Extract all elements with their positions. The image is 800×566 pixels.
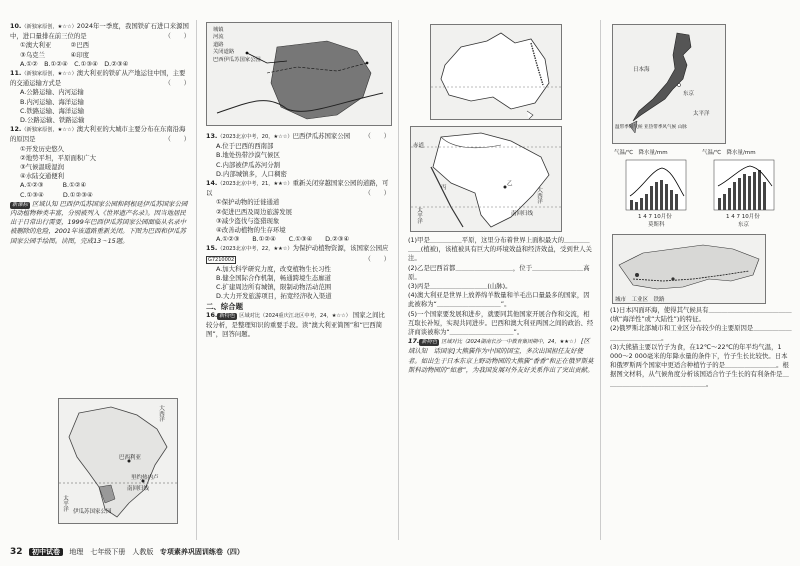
tokyo-label: 东京 <box>738 222 750 228</box>
australia-map-svg <box>431 25 561 119</box>
q17-part-1: (1)日本四面环海，使得其气候具有＿＿＿＿＿＿＿＿＿＿＿＿＿(填“海洋性”或“大陆性”)的特征。 <box>610 306 792 324</box>
page-footer <box>10 547 244 557</box>
map-label: 里约热内卢 <box>131 475 159 481</box>
russia-map-svg <box>613 235 765 303</box>
new-feature-tag: 新特色 <box>421 339 438 346</box>
moscow-label: 莫斯科 <box>648 222 665 228</box>
map-label: 丙 <box>441 185 447 191</box>
q16-part-3: (3)丙是＿＿＿＿＿＿＿＿＿(山脉)。 <box>408 282 512 291</box>
iguazu-park-map <box>206 22 392 126</box>
map-label: 太平洋 <box>693 111 710 117</box>
column-divider <box>196 20 197 540</box>
subject-label: 地理 七年级下册 人教版 <box>69 548 154 556</box>
question-17: 17. 新特色 区域对比（2024湖南长沙一中教育集团期中，24，★★☆） [区域认知 话国家]大熊猫作为中国的国宝，多次出国担任友好使者。如出生于日本东京上野动物园的大熊猫“香香”和正在俄罗斯莫斯科动物园的“如意”，为我国发展对外友好关系作出了突出贡献。 <box>408 337 594 374</box>
column-2: 13.（2023北京中考，20，★☆☆）巴西伊瓜苏国家公园 （ ） A.位于巴西的西南部 B.地处热带沙漠气候区 C.内部被伊瓜苏河分割 D.内部城镇多，人口稠密 14.（2023北京中考，21，★★☆）重新关闭穿越国家公园的道路，可以 （ ） ①保护动物的迁徙通道 ②促进巴西及周边旅游发展 ③减少盗伐与盗猎现象 ④改善动植物的生存环境 A.①②③ B.①②④ C.①③④ D.②③④ 15.（2023北京中考，22，★★☆）为保护动植物资源，该国家公园应 G7210002 （ ） A.加大科学研究力度，改变植物生长习性 B.健全国际合作机制，畅通跨境生态廊道 C.扩建周边所有城镇，限制动物活动范围 D.大力开发旅游项目，拓宽经济收入渠道 二、综合题 16. 新特色 区域对比（2024重庆江北区中考，24，★☆☆） 国家之间比较分析，是整理知识的重要手段。读“澳大利亚简图”和“巴西简图”，回答问题。 <box>206 132 390 339</box>
question-13: 13.（2023北京中考，20，★☆☆）巴西伊瓜苏国家公园 （ ） <box>206 132 390 140</box>
climate-charts <box>612 148 788 230</box>
map-label: 太平洋 <box>416 207 422 224</box>
russia-map <box>612 234 766 304</box>
map-label: 南回归线 <box>511 211 534 217</box>
australia-map <box>430 24 562 120</box>
map-label: 日本海 <box>633 67 650 73</box>
climate-chart-axis-title: 气温/℃ 降水量/mm <box>614 150 668 156</box>
map-label: 大西洋 <box>536 187 542 204</box>
q16-part-1: (1)甲是＿＿＿＿＿平原，这里分布着世界上面积最大的＿＿＿＿＿＿(植被)，该植被具有巨大的环境效益和经济效益，受到世人关注。 <box>408 236 592 263</box>
context-passage: 新课标 区域认知 巴西伊瓜苏国家公园和阿根廷伊瓜苏国家公园内动植物种类丰富，分别被列入《世界遗产名录》。因当地居民出于日常出行需要，1999年巴西伊瓜苏国家公园面临从名录中被删除的危险，2001年该道路重新关闭。下图为巴西和伊瓜苏国家公园手绘图。读图，完成13～15题。 <box>10 199 188 245</box>
q17-part-2: (2)俄罗斯北部城市和工业区分布较少的主要原因是＿＿＿＿＿＿＿＿＿＿＿＿＿＿。 <box>610 324 792 342</box>
question-16: 16. 新特色 区域对比（2024重庆江北区中考，24，★☆☆） 国家之间比较分析，是整理知识的重要手段。读“澳大利亚简图”和“巴西简图”，回答问题。 <box>206 310 385 339</box>
map-label: 东京 <box>683 91 695 97</box>
q16-part-5: (5)一个国家要发展和进步，就要同其他国家开展合作和交流，相互取长补短，实现共同进步。巴西和澳大利亚两国之间的政治、经济商谈被称为“＿＿＿＿＿＿＿＿＿＿”。 <box>408 309 594 337</box>
brazil-sketch-map <box>58 398 178 524</box>
q16-part-4: (4)澳大利亚是世界上放养绵羊数量和羊毛出口量最多的国家，因此被称为“＿＿＿＿＿＿＿＿＿＿”。 <box>408 291 590 309</box>
question-code: G7210002 <box>208 256 235 263</box>
brazil-map <box>410 126 562 232</box>
q17-part-3: (3)大熊猫主要以竹子为食，在12℃～22℃的年平均气温，1 000～2 000毫米的年降水量的条件下，竹子生长比较快。日本和俄罗斯两个国家中更适合种植竹子的是＿＿＿＿＿＿＿＿。根据图文材料，从气候角度分析该国适合竹子生长的有利条件是＿＿＿＿＿＿＿＿＿＿＿＿＿＿＿＿。 <box>610 342 789 388</box>
new-feature-tag: 新特色 <box>219 312 236 319</box>
column-divider <box>398 20 399 540</box>
japan-map-legend: 温带季风气候 亚热带季风气候 山脉 <box>615 125 687 130</box>
question-15: 15.（2023北京中考，22，★★☆）为保护动植物资源，该国家公园应 G7210002 （ ） <box>206 244 390 263</box>
q16-part-2: (2)乙是巴西首都＿＿＿＿＿＿＿＿＿，位于＿＿＿＿＿＿＿＿高原。 <box>408 263 590 281</box>
question-11: 11.（新独家原创，★☆☆）澳大利亚的铁矿从产地运往中国，主要的交通运输方式是 （ ） <box>10 69 190 88</box>
map-label: 赤道 <box>413 143 425 149</box>
tokyo-chart <box>714 160 774 210</box>
section-heading: 二、综合题 <box>206 301 243 311</box>
map-label: 巴西利亚 <box>119 455 142 461</box>
map-label: 伊瓜苏国家公园 <box>73 509 112 515</box>
map-label: 太平洋 <box>62 495 68 512</box>
japan-map <box>612 24 726 144</box>
page-number: 32 <box>10 547 23 557</box>
park-map-legend: 城镇 河流 道路 关闭道路 巴西伊瓜苏国家公园 <box>213 27 261 63</box>
climate-chart-x-label: 1 4 7 10月份 <box>638 214 672 220</box>
question-12: 12.（新独家原创，★☆☆）澳大利亚的大城市主要分布在东南沿海的原因是 （ ） <box>10 125 190 144</box>
map-label: 大西洋 <box>158 405 164 422</box>
brazil-map-svg-2 <box>411 127 561 231</box>
column-divider <box>600 20 601 540</box>
question-14: 14.（2023北京中考，21，★★☆）重新关闭穿越国家公园的道路，可以 （ ） <box>206 179 390 198</box>
climate-chart-axis-title: 气温/℃ 降水量/mm <box>702 150 756 156</box>
question-10: 10.（新独家原创，★☆☆）2024年一季度，我国铁矿石进口来源国中，进口量排在前三位的是 （ ） <box>10 22 190 41</box>
map-label: 南回归线 <box>127 486 150 492</box>
map-label: 乙 <box>507 181 513 187</box>
column-4 <box>610 306 792 389</box>
brand-label: 初中试卷 <box>29 548 63 556</box>
new-standard-tag: 新课标 <box>12 201 28 208</box>
moscow-chart <box>626 160 686 210</box>
column-1: 10.（新独家原创，★☆☆）2024年一季度，我国铁矿石进口来源国中，进口量排在前三位的是 （ ） ①澳大利亚 ②巴西 ③乌克兰 ④印度 A.①② B.①②④ C.①③④ D.②③④ 11.（新独家原创，★☆☆）澳大利亚的铁矿从产地运往中国，主要的交通运输方式是 （ ） A.公路运输、内河运输 B.内河运输、海洋运输 C.铁路运输、海洋运输 D.公路运输、铁路运输 12.（新独家原创，★☆☆）澳大利亚的大城市主要分布在东南沿海的原因是 （ ） ①开发历史悠久 ②地势平坦，平原面积广大 ③气候温暖湿润 ④水陆交通便利 A.①②③ B.①②④ C.①③④ D.①②③④ 新课标 区域认知 巴西伊瓜苏国家公园和阿根廷伊瓜苏国家公园内动植物种类丰富，分别被列入《世界遗产名录》。因当地居民出于日常出行需要，1999年巴西伊瓜苏国家公园面临从名录中被删除的危险，2001年该道路重新关闭。下图为巴西和伊瓜苏国家公园手绘图。读图，完成13～15题。 <box>10 22 190 245</box>
column-3 <box>408 236 594 375</box>
climate-chart-x-label: 1 4 7 10月份 <box>726 214 760 220</box>
worksheet-title: 专项素养巩固训练卷（四） <box>159 548 244 556</box>
russia-map-legend: 城市 工业区 铁路 <box>615 297 665 303</box>
